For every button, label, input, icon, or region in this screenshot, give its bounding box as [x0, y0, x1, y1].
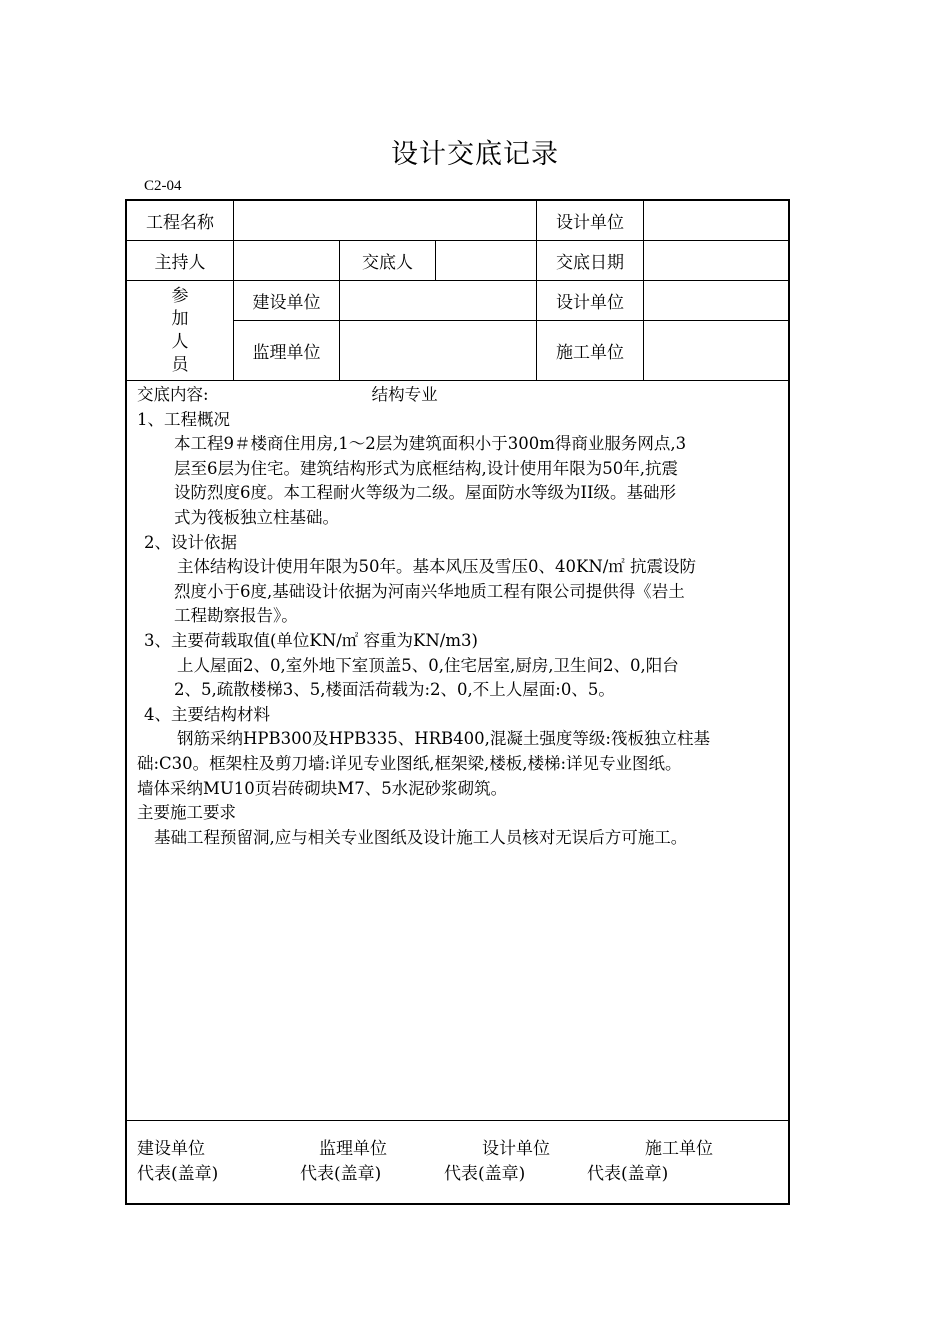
section-line: 本工程9＃楼商住用房,1～2层为建筑面积小于300m得商业服务网点,3 [174, 434, 687, 454]
project-name-field[interactable] [234, 201, 536, 240]
participant-design-unit-label: 设计单位 [556, 293, 624, 313]
participants-char: 人 [171, 332, 189, 352]
signature-area [137, 1137, 780, 1187]
section-line: 钢筋采纳HPB300及HPB335、HRB400,混凝土强度等级:筏板独立柱基 [177, 729, 710, 749]
section-title: 1、工程概况 [137, 409, 230, 429]
host-field[interactable] [234, 241, 339, 280]
sig-rep-design[interactable]: 代表(盖章) [444, 1164, 526, 1184]
sig-rep-builder[interactable]: 代表(盖章) [587, 1164, 669, 1184]
host-label: 主持人 [154, 253, 206, 273]
form-code: C2-04 [144, 178, 182, 194]
sig-supervision-unit: 监理单位 [319, 1139, 387, 1159]
sig-rep-supervision[interactable]: 代表(盖章) [300, 1164, 382, 1184]
sig-rep-construction[interactable]: 代表(盖章) [137, 1164, 219, 1184]
participant-design-unit-field[interactable] [644, 281, 788, 320]
section-line: 工程勘察报告》。 [174, 606, 298, 626]
supervision-unit-field[interactable] [340, 321, 536, 380]
supervision-unit-label: 监理单位 [252, 343, 321, 363]
design-unit-field[interactable] [644, 201, 788, 240]
section-line: 式为筏板独立柱基础。 [174, 507, 339, 527]
section-title: 2、设计依据 [144, 532, 237, 552]
disclosure-form [125, 199, 790, 1205]
row-divider [127, 1120, 788, 1121]
date-field[interactable] [644, 241, 788, 280]
presenter-label: 交底人 [362, 253, 413, 273]
sig-builder-unit: 施工单位 [645, 1139, 713, 1159]
project-name-label: 工程名称 [146, 213, 214, 233]
page-title: 设计交底记录 [391, 139, 559, 170]
design-unit-label: 设计单位 [556, 213, 624, 233]
section-line: 设防烈度6度。本工程耐火等级为二级。屋面防水等级为II级。基础形 [174, 483, 677, 503]
section-line: 墙体采纳MU10页岩砖砌块M7、5水泥砂浆砌筑。 [137, 778, 508, 798]
presenter-field[interactable] [436, 241, 536, 280]
sig-construction-unit: 建设单位 [137, 1139, 205, 1159]
section-line: 主体结构设计使用年限为50年。基本风压及雪压0、40KN/㎡ 抗震设防 [177, 557, 697, 577]
requirements-title: 主要施工要求 [137, 803, 236, 823]
section-line: 层至6层为住宅。建筑结构形式为底框结构,设计使用年限为50年,抗震 [174, 458, 678, 478]
section-title: 4、主要结构材料 [144, 704, 270, 724]
participants-char: 员 [171, 355, 189, 375]
construction-unit-label: 建设单位 [252, 293, 321, 313]
section-title: 3、主要荷载取值(单位KN/㎡ 容重为KN/m3) [144, 630, 478, 650]
date-label: 交底日期 [556, 253, 624, 273]
participants-label [127, 281, 233, 381]
participants-char: 参 [171, 286, 189, 306]
construction-unit-field[interactable] [340, 281, 536, 320]
builder-unit-label: 施工单位 [556, 343, 624, 363]
section-line: 上人屋面2、0,室外地下室顶盖5、0,住宅居室,厨房,卫生间2、0,阳台 [177, 655, 679, 675]
participants-char: 加 [171, 309, 189, 329]
section-line: 2、5,疏散楼梯3、5,楼面活荷载为:2、0,不上人屋面:0、5。 [174, 680, 615, 700]
disclosure-content [137, 383, 780, 850]
builder-unit-field[interactable] [644, 321, 788, 380]
section-line: 础:C30。框架柱及剪刀墙:详见专业图纸,框架梁,楼板,楼梯:详见专业图纸。 [137, 753, 682, 773]
content-heading: 交底内容: [137, 385, 209, 404]
section-line: 烈度小于6度,基础设计依据为河南兴华地质工程有限公司提供得《岩土 [174, 581, 685, 601]
content-heading-line [137, 383, 780, 408]
sig-design-unit: 设计单位 [482, 1139, 550, 1159]
requirements-text: 基础工程预留洞,应与相关专业图纸及设计施工人员核对无误后方可施工。 [154, 827, 688, 847]
specialty-label: 结构专业 [371, 385, 438, 404]
